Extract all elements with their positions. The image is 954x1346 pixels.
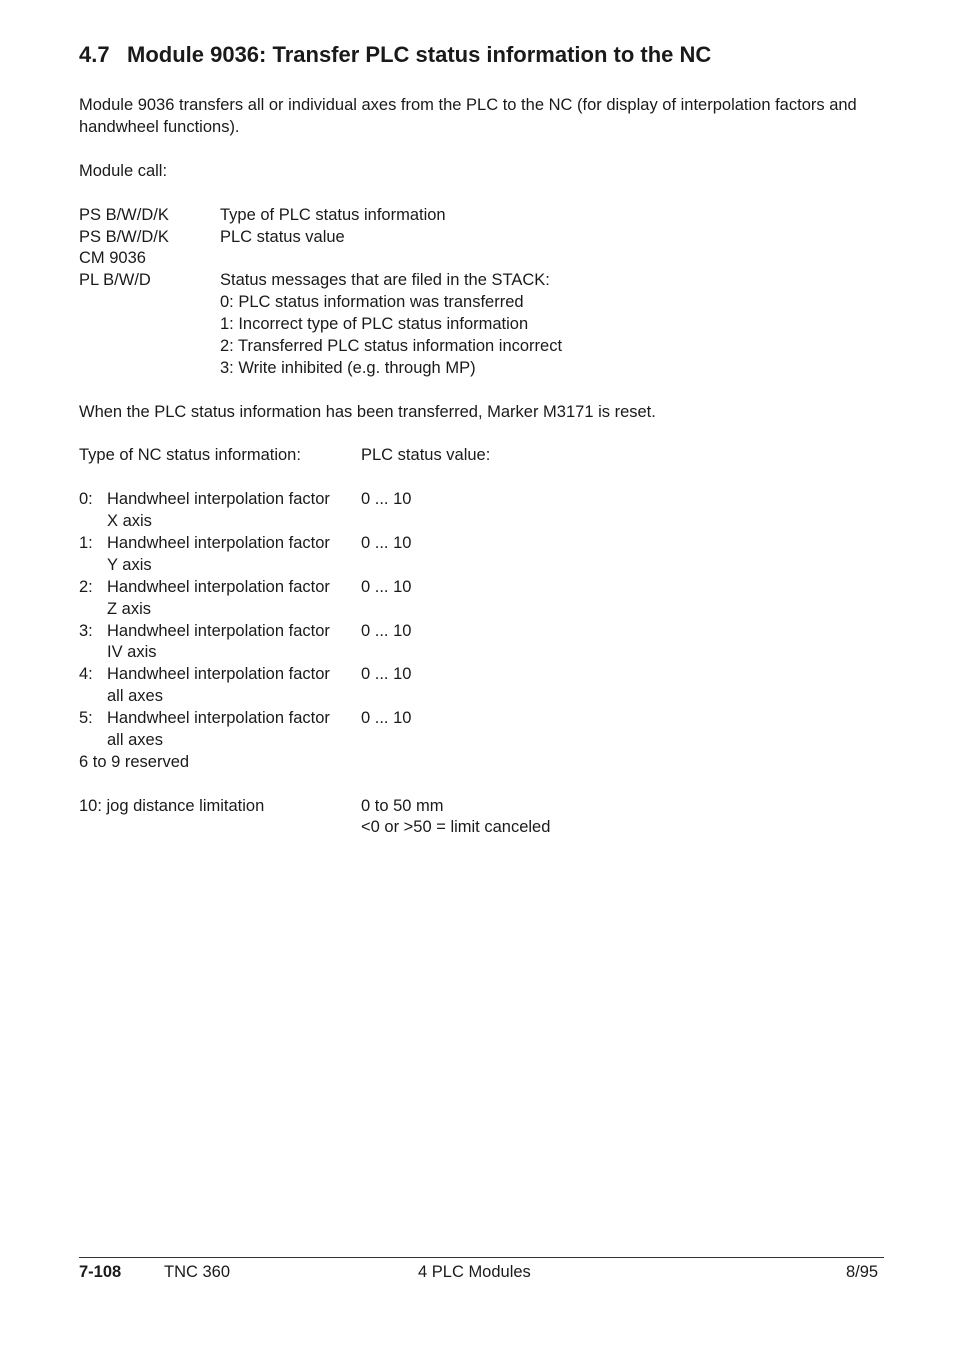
module-call-desc: 3: Write inhibited (e.g. through MP) [220, 359, 476, 377]
footer-chapter: 4 PLC Modules [418, 1263, 531, 1281]
status-type-desc: Handwheel interpolation factor [107, 490, 330, 508]
module-call-label: Module call: [79, 162, 168, 180]
intro-paragraph: Module 9036 transfers all or individual axes from the PLC to the NC (for display of interpolation factors and handwheel functions). [79, 96, 857, 136]
status-type-number: 3: [79, 622, 93, 640]
status-type-number: 2: [79, 578, 93, 596]
module-call-desc: 2: Transferred PLC status information incorrect [220, 337, 563, 355]
status-type-value: 0 ... 10 [361, 534, 412, 552]
status-type-value: 0 ... 10 [361, 622, 412, 640]
status-type-axis: IV axis [107, 643, 157, 661]
footer-model: TNC 360 [164, 1263, 231, 1281]
status-type-axis: X axis [107, 512, 152, 530]
footer-divider [79, 1257, 884, 1258]
jog-value-note: <0 or >50 = limit canceled [361, 818, 551, 836]
status-type-axis: Z axis [107, 600, 152, 618]
status-type-desc: Handwheel interpolation factor [107, 665, 330, 683]
module-call-cmd: PL B/W/D [79, 271, 151, 289]
status-type-number: 1: [79, 534, 93, 552]
module-call-desc: Status messages that are filed in the STACK: [220, 271, 550, 289]
module-call-cmd: PS B/W/D/K [79, 228, 169, 246]
status-type-number: 5: [79, 709, 93, 727]
footer-page-number: 7-108 [79, 1263, 122, 1281]
status-type-desc: Handwheel interpolation factor [107, 709, 330, 727]
status-type-number: 0: [79, 490, 93, 508]
module-call-cmd: PS B/W/D/K [79, 206, 169, 224]
status-type-axis: all axes [107, 687, 163, 705]
section-number: 4.7 [79, 42, 110, 67]
marker-note: When the PLC status information has been transferred, Marker M3171 is reset. [79, 403, 656, 421]
section-heading [79, 42, 711, 68]
status-type-desc: Handwheel interpolation factor [107, 622, 330, 640]
reserved-text: 6 to 9 reserved [79, 753, 190, 771]
status-type-axis: Y axis [107, 556, 152, 574]
status-type-desc: Handwheel interpolation factor [107, 534, 330, 552]
module-call-cmd: CM 9036 [79, 249, 146, 267]
footer-date: 8/95 [846, 1263, 879, 1281]
status-type-value: 0 ... 10 [361, 578, 412, 596]
header-value: PLC status value: [361, 446, 491, 464]
status-type-desc: Handwheel interpolation factor [107, 578, 330, 596]
module-call-desc: Type of PLC status information [220, 206, 446, 224]
jog-label: 10: jog distance limitation [79, 797, 265, 815]
status-type-value: 0 ... 10 [361, 490, 412, 508]
module-call-desc: 0: PLC status information was transferred [220, 293, 524, 311]
header-type: Type of NC status information: [79, 446, 301, 464]
jog-value: 0 to 50 mm [361, 797, 444, 815]
status-type-axis: all axes [107, 731, 163, 749]
module-call-desc: 1: Incorrect type of PLC status information [220, 315, 529, 333]
module-call-desc: PLC status value [220, 228, 345, 246]
status-type-value: 0 ... 10 [361, 709, 412, 727]
section-title: Module 9036: Transfer PLC status information to the NC [127, 42, 712, 67]
status-type-value: 0 ... 10 [361, 665, 412, 683]
status-type-number: 4: [79, 665, 93, 683]
